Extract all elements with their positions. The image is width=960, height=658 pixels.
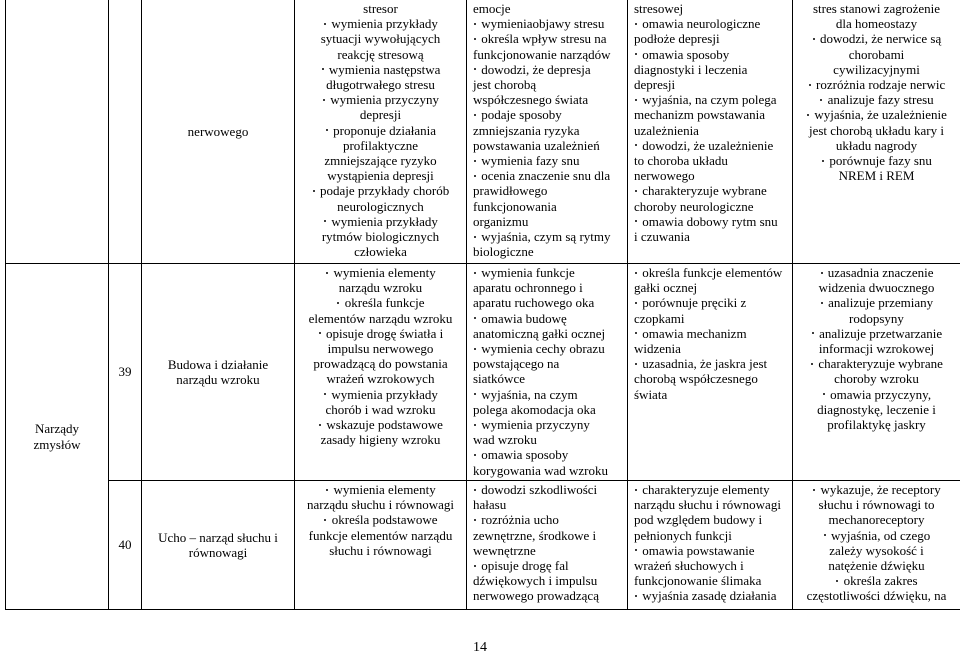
text-line: opisuje drogę światła i [297,326,464,341]
text-line: reakcję stresową [337,46,424,62]
number-cell-empty [109,0,142,264]
text-line: omawia sposoby [634,47,790,62]
text-line: mechanizm powstawania [634,107,766,123]
text-line: wymienia elementy [297,265,464,280]
bullet-icon [473,37,478,42]
text-line: wyjaśnia zasadę działania [634,588,790,603]
text-line: jest chorobą układu kary i [808,122,944,138]
bullet-icon [323,518,328,523]
bullet-icon [318,331,323,336]
text-line: korygowania wad wzroku [473,462,609,478]
topic-text [144,530,292,560]
text-line: omawia dobowy rytm snu [634,214,790,229]
requirements-cell [628,0,793,264]
text-line: aparatu ruchowego oka [473,295,595,311]
bullet-icon [322,98,327,103]
text-line: wrażeń wzrokowych [326,371,435,387]
text-line: wyjaśnia, na czym [473,387,625,402]
text-line: informacji wzrokowej [818,341,935,357]
text-line: omawia budowę [473,311,625,326]
requirements-text [297,265,464,447]
text-line: cywilizacyjnymi [833,61,920,77]
text-line: stres stanowi zagrożenie [812,1,941,16]
bullet-icon [318,423,323,428]
text-line: powstającego na [473,356,560,372]
bullet-icon [820,301,825,306]
text-line: wymienia przykłady [297,214,464,229]
bullet-icon [835,579,840,584]
text-line: diagnostyki i leczenia [634,61,748,77]
text-line: impulsu nerwowego [327,341,434,357]
text-line: i czuwania [634,229,690,245]
bullet-icon [473,235,478,240]
text-line: określa funkcje [297,295,464,310]
text-line: podaje przykłady chorób [297,183,464,198]
text-line: diagnostykę, leczenie i [817,401,936,417]
text-line: organizmu [473,213,529,229]
text-line: narządu słuchu i równowagi [634,497,781,513]
text-line: zależy wysokość i [829,542,924,558]
text-line: słuchu i równowagi to [818,497,935,513]
text-line: wewnętrzne [473,542,536,558]
text-line: wystąpienia depresji [327,168,434,184]
text-line: proponuje działania [297,123,464,138]
text-line: Budowa i działanie [167,356,269,372]
text-line: wskazuje podstawowe [297,417,464,432]
text-line: wyjaśnia, że uzależnienie [795,107,958,122]
text-line: omawia sposoby [473,447,625,462]
text-line: porównuje pręciki z [634,295,790,310]
text-line: hałasu [473,497,507,513]
bullet-icon [323,392,328,397]
text-line: wymienia elementy [297,482,464,497]
topic-cell [142,264,295,481]
text-line: podłoże depresji [634,31,720,47]
bullet-icon [473,159,478,164]
text-line: Narządy [34,421,80,437]
text-line: porównuje fazy snu [795,153,958,168]
text-line: wymienia przyczyny [297,92,464,107]
bullet-icon [323,22,328,27]
row-number: 39 [109,264,142,481]
section-title [12,421,102,451]
text-line: wymienia następstwa [297,62,464,77]
text-line: nerwowego [634,168,695,184]
row-number: 40 [109,481,142,610]
text-line: nerwowego prowadzącą [473,588,599,604]
text-line: częstotliwości dźwięku, na [806,588,947,604]
text-line: wymienia fazy snu [473,153,625,168]
text-line: choroby neurologiczne [634,198,754,214]
text-line: świata [634,386,668,402]
text-line: zmysłów [33,436,81,452]
requirements-cell [467,264,628,481]
text-line: długotrwałego stresu [326,77,435,93]
requirements-text [473,265,625,478]
requirements-cell [295,481,467,610]
table-row [6,264,960,481]
curriculum-table [5,0,960,610]
text-line: jest chorobą [473,77,537,93]
requirements-cell [467,481,628,610]
bullet-icon [473,392,478,397]
bullet-icon [325,128,330,133]
bullet-icon [473,423,478,428]
text-line: wymienia przyczyny [473,417,625,432]
requirements-cell [628,481,793,610]
text-line: polega akomodacja oka [473,401,596,417]
text-line: określa wpływ stresu na [473,31,625,46]
bullet-icon [473,113,478,118]
requirements-text [473,1,625,259]
bullet-icon [634,52,639,57]
text-line: układu nagrody [835,137,918,153]
bullet-icon [634,362,639,367]
text-line: zewnętrzne, środkowe i [473,527,597,543]
text-line: depresji [634,77,676,93]
text-line: chorób i wad wzroku [325,401,436,417]
text-line: funkcjonowanie narządów [473,46,611,62]
text-line: to choroba układu [634,153,728,169]
bullet-icon [473,347,478,352]
bullet-icon [473,453,478,458]
text-line: równowagi [188,545,248,560]
bullet-icon [634,594,639,599]
bullet-icon [473,488,478,493]
text-line: stresowej [634,1,684,16]
text-line: wyjaśnia, na czym polega [634,92,790,107]
text-line: siatkówce [473,371,525,387]
text-line: elementów narządu wzroku [308,310,453,326]
text-line: stresor [363,1,398,16]
requirements-text [634,1,790,244]
text-line: aparatu ochronnego i [473,280,583,296]
bullet-icon [634,271,639,276]
text-line: wad wzroku [473,432,537,448]
bullet-icon [473,518,478,523]
text-line: uzależnienia [634,122,699,138]
bullet-icon [634,548,639,553]
text-line: uzasadnia znaczenie [795,265,958,280]
text-line: omawia neurologiczne [634,16,790,31]
requirements-cell [628,264,793,481]
text-line: określa zakres [795,573,958,588]
text-line: natężenie dźwięku [828,558,925,574]
bullet-icon [634,98,639,103]
bullet-icon [806,113,811,118]
bullet-icon [812,37,817,42]
bullet-icon [634,143,639,148]
text-line: określa podstawowe [297,512,464,527]
text-line: wyjaśnia, od czego [795,528,958,543]
text-line: analizuje przemiany [795,295,958,310]
text-line: wykazuje, że receptory [795,482,958,497]
text-line: uzasadnia, że jaskra jest [634,356,790,371]
text-line: funkcje elementów narządu [308,527,453,543]
text-line: profilaktyczne [342,137,419,153]
text-line: nerwowego [187,123,249,139]
text-line: wymienia przykłady [297,16,464,31]
text-line: charakteryzuje wybrane [795,356,958,371]
text-line: gałki ocznej [634,280,698,296]
text-line: choroby wzroku [834,371,919,387]
bullet-icon [634,189,639,194]
bullet-icon [336,301,341,306]
requirements-text [473,482,625,604]
bullet-icon [810,362,815,367]
text-line: analizuje fazy stresu [795,92,958,107]
requirements-text [795,482,958,604]
text-line: ocenia znaczenie snu dla [473,168,625,183]
text-line: emocje [473,1,511,16]
text-line: wyjaśnia, czym są rytmy [473,229,625,244]
requirements-cell [295,0,467,264]
text-line: pod względem budowy i [634,512,763,528]
text-line: NREM i REM [838,168,915,184]
requirements-cell [793,264,960,481]
text-line: wymieniaobjawy stresu [473,16,625,31]
text-line: wymienia przykłady [297,387,464,402]
bullet-icon [312,189,317,194]
text-line: wymienia funkcje [473,265,625,280]
text-line: rytmów biologicznych [321,229,440,245]
text-line: dowodzi, że nerwice są [795,31,958,46]
text-line: funkcjonowanie ślimaka [634,573,762,589]
text-line: rozróżnia rodzaje nerwic [795,77,958,92]
requirements-cell [467,0,628,264]
text-line: zmniejszania ryzyka [473,122,580,138]
topic-cell [142,0,295,264]
text-line: czopkami [634,310,685,326]
table-row [6,481,960,610]
text-line: depresji [359,107,402,123]
bullet-icon [473,22,478,27]
requirements-cell [793,0,960,264]
text-line: profilaktykę jaskry [827,417,926,433]
text-line: narządu wzroku [176,372,260,387]
text-line: dźwiękowych i impulsu [473,573,598,589]
text-line: omawia przyczyny, [795,387,958,402]
bullet-icon [821,159,826,164]
bullet-icon [321,67,326,72]
requirements-cell [793,481,960,610]
bullet-icon [634,488,639,493]
text-line: widzenia dwuocznego [818,280,935,296]
text-line: narządu słuchu i równowagi [307,497,454,513]
table-row [6,0,960,264]
bullet-icon [808,83,813,88]
text-line: omawia mechanizm [634,326,790,341]
text-line: określa funkcje elementów [634,265,790,280]
text-line: anatomiczną gałki ocznej [473,325,606,341]
bullet-icon [323,219,328,224]
section-title-cell [6,264,109,610]
bullet-icon [823,533,828,538]
text-line: wrażeń słuchowych i [634,558,744,574]
requirements-text [297,482,464,558]
bullet-icon [819,98,824,103]
text-line: słuchu i równowagi [329,542,432,558]
requirements-text [795,265,958,432]
requirements-text [634,482,790,604]
text-line: prowadzącą do powstania [313,356,448,372]
topic-text [144,357,292,387]
bullet-icon [811,331,816,336]
text-line: Ucho – narząd słuchu i [158,529,278,545]
bullet-icon [325,488,330,493]
text-line: dowodzi, że depresja [473,62,625,77]
bullet-icon [473,271,478,276]
text-line: rozróżnia ucho [473,512,625,527]
text-line: omawia powstawanie [634,543,790,558]
text-line: podaje sposoby [473,107,625,122]
text-line: narządu wzroku [338,280,423,296]
text-line: zmniejszające ryzyko [324,153,437,169]
text-line: dla homeostazy [835,16,918,32]
text-line: chorobami [848,46,905,62]
text-line: opisuje drogę fal [473,558,625,573]
text-line: rodopsyny [849,310,904,326]
text-line: widzenia [634,341,681,357]
requirements-text [795,1,958,183]
topic-cell [142,481,295,610]
text-line: funkcjonowania [473,198,557,214]
text-line: powstawania uzależnień [473,137,600,153]
bullet-icon [473,67,478,72]
text-line: mechanoreceptory [828,512,925,528]
text-line: analizuje przetwarzanie [795,326,958,341]
bullet-icon [634,301,639,306]
topic-text [144,124,292,139]
bullet-icon [473,174,478,179]
section-cell-empty [6,0,109,264]
bullet-icon [820,271,825,276]
text-line: sytuacji wywołujących [320,31,441,47]
bullet-icon [812,488,817,493]
text-line: wymienia cechy obrazu [473,341,625,356]
requirements-text [634,265,790,402]
text-line: człowieka [354,244,407,260]
bullet-icon [325,271,330,276]
text-line: charakteryzuje elementy [634,482,790,497]
text-line: charakteryzuje wybrane [634,183,790,198]
text-line: chorobą współczesnego [634,371,758,387]
bullet-icon [634,331,639,336]
text-line: dowodzi szkodliwości [473,482,625,497]
text-line: współczesnego świata [473,92,589,108]
bullet-icon [822,392,827,397]
requirements-cell [295,264,467,481]
text-line: biologiczne [473,244,534,260]
text-line: zasady higieny wzroku [320,432,441,448]
page-number: 14 [473,640,487,655]
bullet-icon [634,219,639,224]
text-line: pełnionych funkcji [634,527,732,543]
text-line: dowodzi, że uzależnienie [634,138,790,153]
text-line: prawidłowego [473,183,548,199]
bullet-icon [473,316,478,321]
bullet-icon [634,22,639,27]
bullet-icon [473,564,478,569]
requirements-text [297,1,464,259]
text-line: neurologicznych [337,198,424,214]
